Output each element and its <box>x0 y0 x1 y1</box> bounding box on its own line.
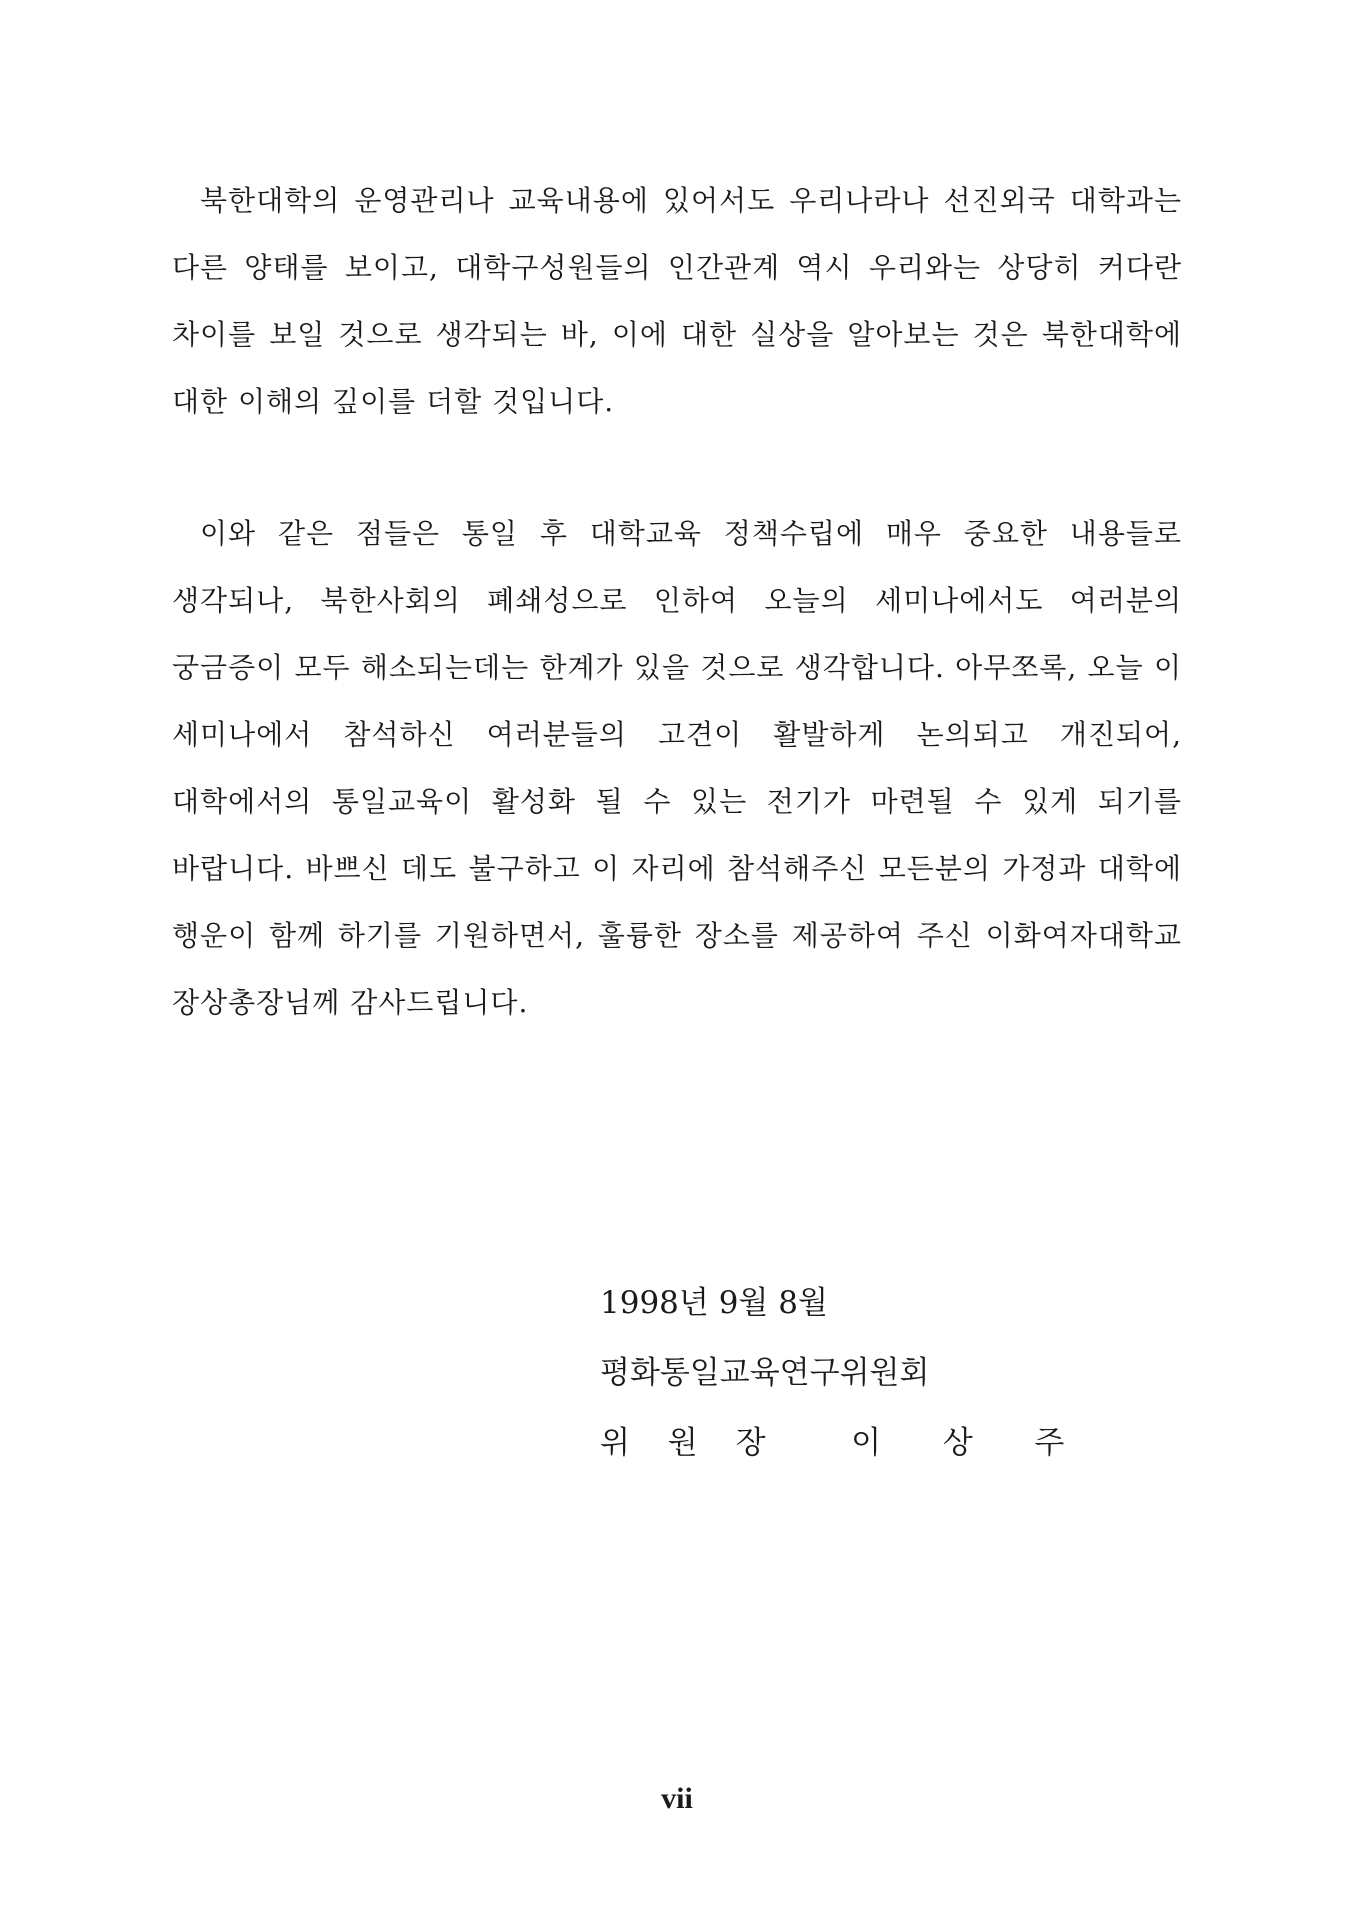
signature-date: 1998년 9월 8월 <box>600 1285 828 1321</box>
signature-organization: 평화통일교육연구위원회 <box>600 1355 930 1391</box>
page-number: vii <box>661 1782 693 1815</box>
signature-block <box>600 1268 1078 1478</box>
paragraph-2 <box>172 500 1182 1036</box>
signature-title-name: 위 원 장 이 상 주 <box>600 1425 1079 1461</box>
paragraph-2-text: 이와 같은 점들은 통일 후 대학교육 정책수립에 매우 중요한 내용들로 생각되나, 북한사회의 폐쇄성으로 인하여 오늘의 세미나에서도 여러분의 궁금증이 모두 해소되는데는 한계가 있을 것으로 생각합니다. 아무쪼록, 오늘 이 세미나에서 참석하신 여러분들의 고견이 활발하게 논의되고 개진되어, 대학에서의 통일교육이 활성화 될 수 있는 전기가 마련될 수 있게 되기를 바랍니다. 바쁘신 데도 불구하고 이 자리에 참석해주신 모든분의 가정과 대학에 행운이 함께 하기를 기원하면서, 훌륭한 장소를 제공하여 주신 이화여자대학교 장상총장님께 감사드립니다. <box>172 517 1182 1019</box>
paragraph-1-text: 북한대학의 운영관리나 교육내용에 있어서도 우리나라나 선진외국 대학과는 다른 양태를 보이고, 대학구성원들의 인간관계 역시 우리와는 상당히 커다란 차이를 보일 것으로 생각되는 바, 이에 대한 실상을 알아보는 것은 북한대학에 대한 이해의 깊이를 더할 것입니다. <box>172 184 1182 418</box>
paragraph-1 <box>172 167 1182 435</box>
